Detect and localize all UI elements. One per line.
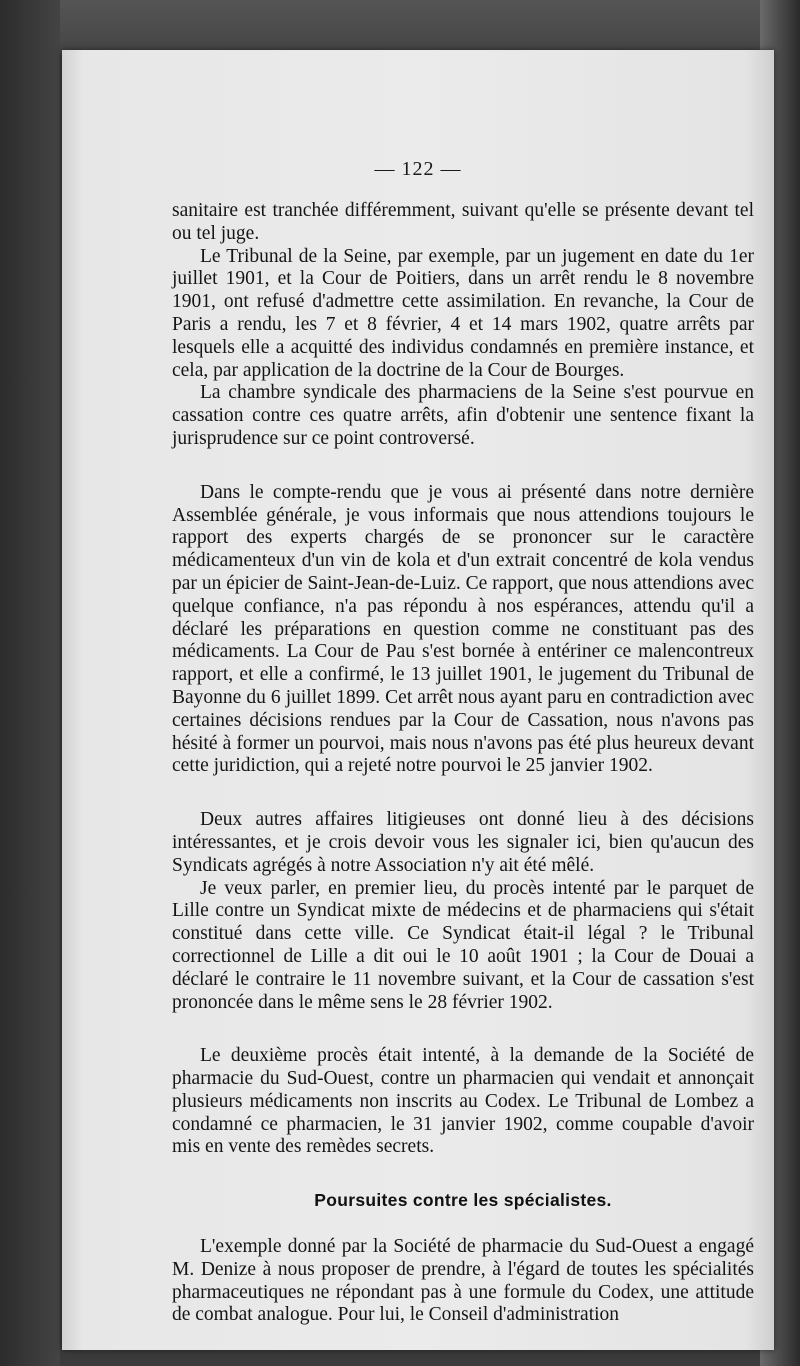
paragraph-6: Je veux parler, en premier lieu, du procès intenté par le parquet de Lille contre un Syndicat mixte de médecins et de pharmaciens qui s'était constitué dans cette ville. Ce Syndicat était-il légal ? le Tribunal correctionnel de Lille a dit oui le 10 août 1901 ; la Cour de Douai a déclaré le contraire le 11 novembre suivant, et la Cour de cassation s'est prononcée dans le même sens le 28 février 1902. [172, 877, 754, 1013]
paragraph-4: Dans le compte-rendu que je vous ai présenté dans notre dernière Assemblée générale, je vous informais que nous attendions toujours le rapport des experts chargés de se prononcer sur le caractère médicamenteux d'un vin de kola et d'un extrait concentré de kola vendus par un épicier de Saint-Jean-de-Luiz. Ce rapport, que nous attendions avec quelque confiance, n'a pas répondu à nos espérances, attendu qu'il a déclaré les préparations en question comme ne constituant pas des médicaments. La Cour de Pau s'est bornée à entériner ce malencontreux rapport, et elle a confirmé, le 13 juillet 1901, le jugement du Tribunal de Bayonne du 6 juillet 1899. Cet arrêt nous ayant paru en contradiction avec certaines décisions rendues par la Cour de Cassation, nous n'avons pas hésité à former un pourvoi, mais nous n'avons pas été plus heureux devant cette juridiction, qui a rejeté notre pourvoi le 25 janvier 1902. [172, 481, 754, 777]
section-heading: Poursuites contre les spécialistes. [314, 1190, 612, 1211]
page-body [172, 200, 754, 1327]
page-number: — 122 — [374, 158, 462, 180]
book-page [62, 50, 774, 1350]
scan-backdrop-left [0, 0, 60, 1366]
scan-backdrop-top [0, 0, 800, 55]
paragraph-8: L'exemple donné par la Société de pharmacie du Sud-Ouest a engagé M. Denize à nous proposer de prendre, à l'égard de toutes les spécialités pharmaceutiques ne répondant pas à une formule du Codex, une attitude de combat analogue. Pour lui, le Conseil d'administration [172, 1236, 754, 1326]
paragraph-7: Le deuxième procès était intenté, à la demande de la Société de pharmacie du Sud-Ouest, contre un pharmacien qui vendait et annonçait plusieurs médicaments non inscrits au Codex. Le Tribunal de Lombez a condamné ce pharmacien, le 31 janvier 1902, comme coupable d'avoir mis en vente des remèdes secrets. [172, 1045, 754, 1158]
paragraph-2: Le Tribunal de la Seine, par exemple, par un jugement en date du 1er juillet 1901, et la Cour de Poitiers, dans un arrêt rendu le 8 novembre 1901, ont refusé d'admettre cette assimilation. En revanche, la Cour de Paris a rendu, les 7 et 8 février, 4 et 14 mars 1902, quatre arrêts par lesquels elle a acquitté des individus condamnés en première instance, et cela, par application de la doctrine de la Cour de Bourges. [172, 245, 754, 381]
paragraph-5: Deux autres affaires litigieuses ont donné lieu à des décisions intéressantes, et je crois devoir vous les signaler ici, bien qu'aucun des Syndicats agrégés à notre Association n'y ait été mêlé. [172, 809, 754, 876]
paragraph-3: La chambre syndicale des pharmaciens de la Seine s'est pourvue en cassation contre ces quatre arrêts, afin d'obtenir une sentence fixant la jurisprudence sur ce point controversé. [172, 382, 754, 449]
paragraph-1: sanitaire est tranchée différemment, suivant qu'elle se présente devant tel ou tel juge. [172, 200, 754, 244]
